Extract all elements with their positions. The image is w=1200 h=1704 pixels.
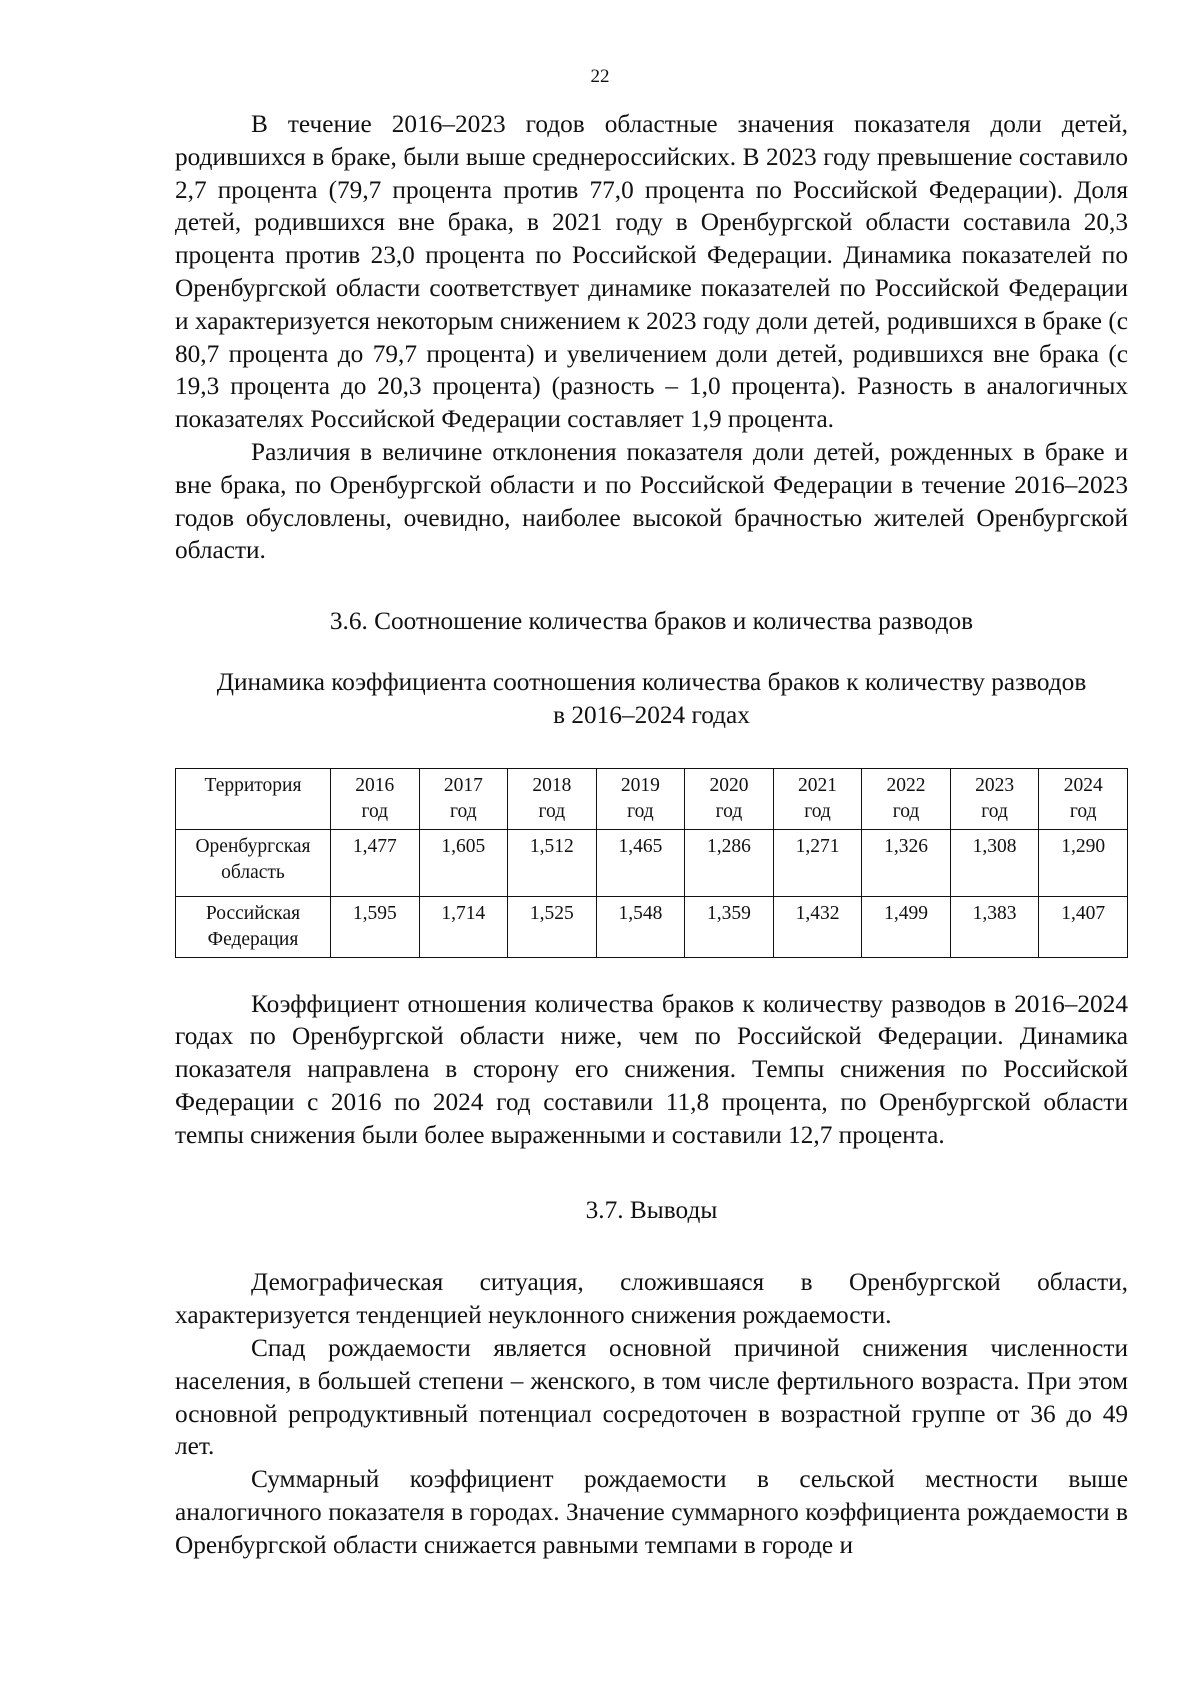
header-year: 2022 год (862, 768, 951, 829)
value-cell: 1,308 (950, 829, 1039, 896)
header-year: 2021 год (773, 768, 862, 829)
value-cell: 1,512 (508, 829, 597, 896)
paragraph-conclusion-3: Суммарный коэффициент рождаемости в сельской местности выше аналогичного показателя в городах. Значение суммарного коэффициента рождаемости в Оренбургской области снижается равными темпами в городе и (175, 1465, 1128, 1559)
paragraph-births-in-marriage: В течение 2016–2023 годов областные значения показателя доли детей, родившихся в браке, были выше среднероссийских. В 2023 году превышение составило 2,7 процента (79,7 процента против 77,0 процента по Российской Федерации). Доля детей, родившихся вне брака, в 2021 году в Оренбургской области составила 20,3 процента против 23,0 процента по Российской Федерации. Динамика показателей по Оренбургской области соответствует динамике показателей по Российской Федерации и характеризуется некоторым снижением к 2023 году доли детей, родившихся в браке (с 80,7 процента до 79,7 процента) и увеличением доли детей, родившихся вне брака (с 19,3 процента до 20,3 процента) (разность – 1,0 процента). Разность в аналогичных показателях Российской Федерации составляет 1,9 процента. (175, 110, 1128, 434)
value-cell: 1,326 (862, 829, 951, 896)
territory-cell: Оренбургская область (176, 829, 331, 896)
value-cell: 1,271 (773, 829, 862, 896)
header-year: 2023 год (950, 768, 1039, 829)
paragraph-ratio-dynamics: Коэффициент отношения количества браков к количеству разводов в 2016–2024 годах по Оренбургской области ниже, чем по Российской Федерации. Динамика показателя направлена в сторону его снижения. Темпы снижения по Российской Федерации с 2016 по 2024 год составили 11,8 процента, по Оренбургской области темпы снижения были более выраженными и составили 12,7 процента. (175, 989, 1128, 1149)
value-cell: 1,595 (331, 896, 420, 957)
table-row-russia (176, 896, 1128, 957)
header-year: 2019 год (596, 768, 685, 829)
header-territory: Территория (176, 768, 331, 829)
paragraph-conclusion-1: Демографическая ситуация, сложившаяся в Оренбургской области, характеризуется тенденцией неуклонного снижения рождаемости. (175, 1268, 1128, 1330)
value-cell: 1,499 (862, 896, 951, 957)
value-cell: 1,359 (685, 896, 774, 957)
value-cell: 1,432 (773, 896, 862, 957)
header-year: 2016 год (331, 768, 420, 829)
section-title-3-6: 3.6. Соотношение количества браков и количества разводов (329, 607, 974, 636)
header-year: 2024 год (1039, 768, 1128, 829)
header-year: 2020 год (685, 768, 774, 829)
header-year: 2018 год (508, 768, 597, 829)
header-year: 2017 год (419, 768, 508, 829)
page-number: 22 (590, 66, 610, 87)
value-cell: 1,383 (950, 896, 1039, 957)
value-cell: 1,714 (419, 896, 508, 957)
paragraph-deviation-differences: Различия в величине отклонения показателя доли детей, рожденных в браке и вне брака, по Оренбургской области и по Российской Федерации в течение 2016–2023 годов обусловлены, очевидно, наиболее высокой брачностью жителей Оренбургской области. (175, 437, 1128, 565)
section-title-3-7: 3.7. Выводы (585, 1195, 718, 1224)
territory-cell: Российская Федерация (176, 896, 331, 957)
value-cell: 1,465 (596, 829, 685, 896)
value-cell: 1,548 (596, 896, 685, 957)
paragraph-conclusion-2: Спад рождаемости является основной причиной снижения численности населения, в большей степени – женского, в том числе фертильного возраста. При этом основной репродуктивный потенциал сосредоточен в возрастной группе от 36 до 49 лет. (175, 1333, 1128, 1461)
value-cell: 1,407 (1039, 896, 1128, 957)
value-cell: 1,525 (508, 896, 597, 957)
value-cell: 1,290 (1039, 829, 1128, 896)
marriage-divorce-ratio-table (175, 768, 1128, 958)
document-body (175, 108, 1128, 1562)
table-header-row (176, 768, 1128, 829)
table-caption: Динамика коэффициента соотношения количества браков к количеству разводов в 2016–2024 годах (216, 667, 1087, 729)
table-row-orenburg (176, 829, 1128, 896)
value-cell: 1,477 (331, 829, 420, 896)
value-cell: 1,605 (419, 829, 508, 896)
value-cell: 1,286 (685, 829, 774, 896)
